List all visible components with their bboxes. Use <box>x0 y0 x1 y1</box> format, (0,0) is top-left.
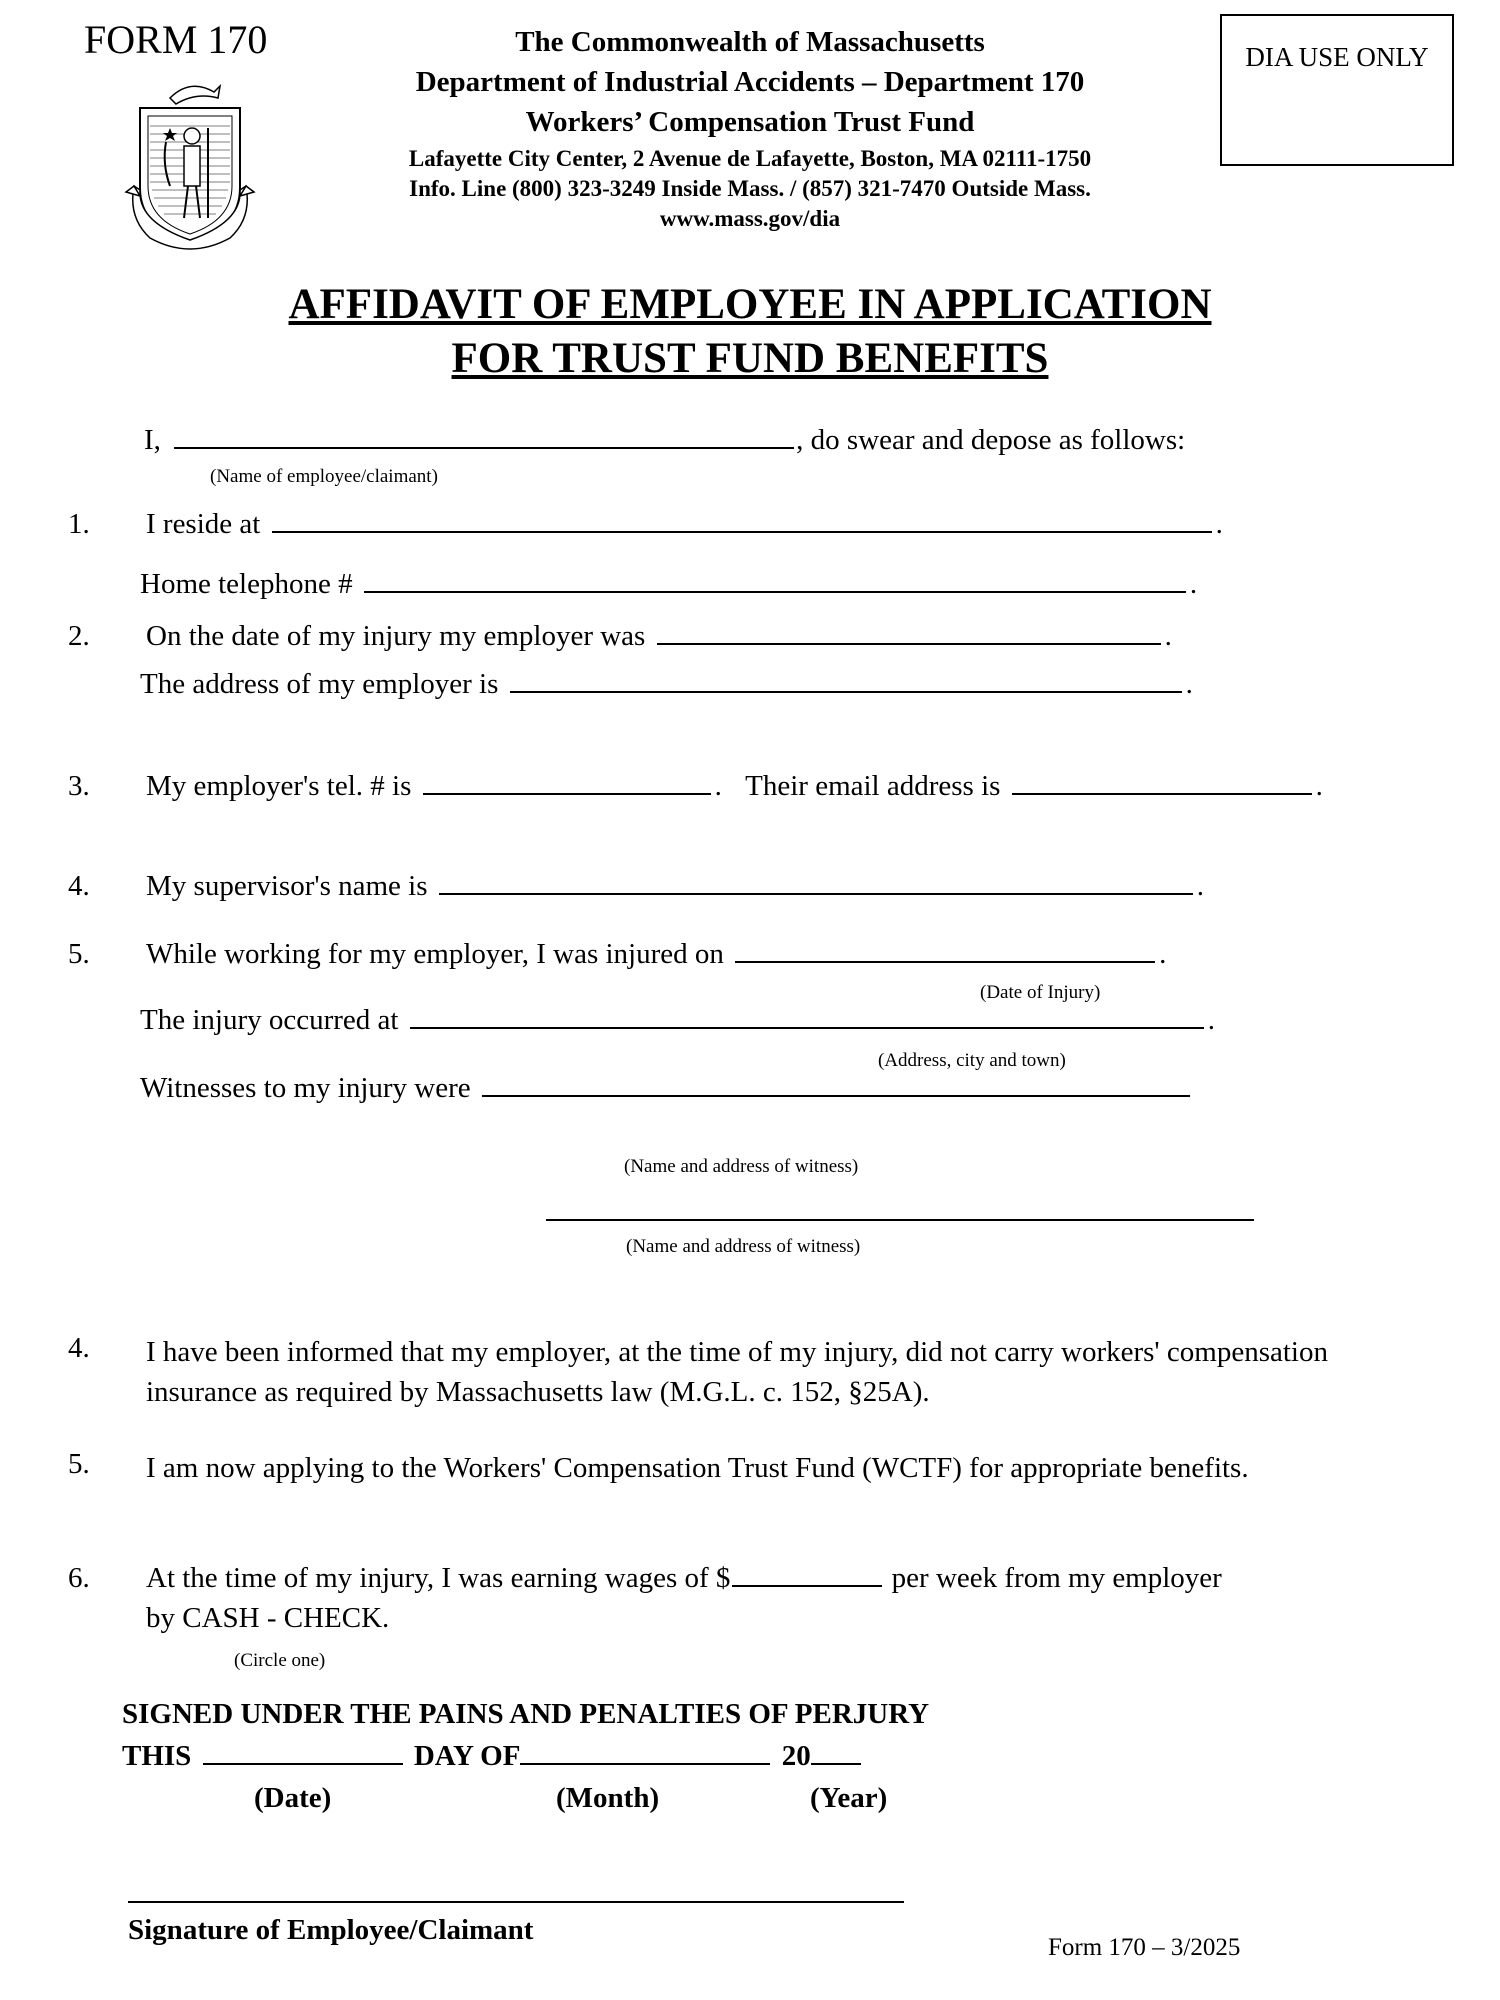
item-3-number: 3. <box>68 770 90 802</box>
day-of-label: DAY OF <box>413 1740 521 1772</box>
payment-method-caption: (Circle one) <box>234 1650 326 1671</box>
employer-tel-field[interactable] <box>423 792 711 795</box>
employer-email-label: Their email address is <box>745 770 1001 802</box>
employer-tel-label: My employer's tel. # is <box>146 770 412 802</box>
home-telephone-field[interactable] <box>364 590 1186 593</box>
dia-use-only-box <box>1220 14 1454 166</box>
intro-line <box>144 424 1185 457</box>
supervisor-name-field[interactable] <box>439 892 1193 895</box>
payment-method[interactable]: by CASH - CHECK. <box>146 1602 390 1634</box>
intro-suffix: , do swear and depose as follows: <box>796 424 1186 456</box>
month-label: (Month) <box>556 1782 660 1814</box>
injury-location-field[interactable] <box>410 1026 1204 1029</box>
item-2-number: 2. <box>68 620 90 652</box>
header-department: Department of Industrial Accidents – Department 170 <box>415 66 1085 98</box>
injury-date-line: While working for my employer, I was injured on . <box>146 938 1167 970</box>
claimant-name-field[interactable] <box>174 446 794 449</box>
employer-email-field[interactable] <box>1012 792 1312 795</box>
form-id: FORM 170 <box>84 17 268 62</box>
header-info-line: Info. Line (800) 323-3249 Inside Mass. / (857) 321-7470 Outside Mass. <box>409 176 1091 201</box>
title-line-2: FOR TRUST FUND BENEFITS <box>451 335 1049 382</box>
supervisor-label: My supervisor's name is <box>146 870 428 902</box>
wages-line <box>146 1562 1222 1595</box>
reside-label: I reside at <box>146 508 261 540</box>
employer-contact-line: My employer's tel. # is . Their email address is . <box>146 770 1323 802</box>
intro-prefix: I, <box>144 424 161 456</box>
witnesses-line <box>140 1072 1194 1105</box>
dia-use-only-label: DIA USE ONLY <box>1245 42 1429 72</box>
injury-date-caption: (Date of Injury) <box>980 982 1101 1003</box>
employer-address-field[interactable] <box>510 690 1182 693</box>
injury-date-label: While working for my employer, I was injured on <box>146 938 724 970</box>
statement-5-number: 5. <box>68 1448 90 1480</box>
header-address: Lafayette City Center, 2 Avenue de Lafayette, Boston, MA 02111-1750 <box>408 146 1092 171</box>
date-label: (Date) <box>254 1782 332 1814</box>
witness-2-field[interactable] <box>546 1218 1254 1221</box>
reside-line: I reside at . <box>146 508 1223 540</box>
header-commonwealth: The Commonwealth of Massachusetts <box>515 26 985 58</box>
residence-address-field[interactable] <box>272 530 1212 533</box>
signature-field[interactable] <box>128 1900 904 1903</box>
form-revision: Form 170 – 3/2025 <box>1048 1934 1241 1961</box>
signature-year-field[interactable] <box>811 1762 861 1765</box>
wages-suffix: per week from my employer <box>884 1562 1222 1594</box>
statement-4-text: I have been informed that my employer, at the time of my injury, did not carry workers' compensation insurance as required by Massachusetts law (M.G.L. c. 152, §25A). <box>146 1336 1328 1408</box>
signature-label: Signature of Employee/Claimant <box>128 1914 534 1946</box>
header-website: www.mass.gov/dia <box>659 206 841 231</box>
employer-name-line: On the date of my injury my employer was . <box>146 620 1172 652</box>
witness-1-field[interactable] <box>482 1094 1190 1097</box>
claimant-name-caption: (Name of employee/claimant) <box>210 466 438 487</box>
signature-heading: SIGNED UNDER THE PAINS AND PENALTIES OF PERJURY <box>122 1698 930 1730</box>
wages-label: At the time of my injury, I was earning wages of $ <box>146 1562 731 1594</box>
injury-location-label: The injury occurred at <box>140 1004 399 1036</box>
injury-date-field[interactable] <box>735 960 1155 963</box>
year-prefix: 20 <box>781 1740 811 1772</box>
signature-date-line <box>122 1740 865 1773</box>
header-fund: Workers’ Compensation Trust Fund <box>525 106 975 138</box>
injury-location-line: The injury occurred at . <box>140 1004 1215 1036</box>
this-label: THIS <box>122 1740 192 1772</box>
year-label: (Year) <box>810 1782 888 1814</box>
witness-1-caption: (Name and address of witness) <box>624 1156 859 1177</box>
weekly-wage-field[interactable] <box>732 1584 882 1587</box>
injury-location-caption: (Address, city and town) <box>878 1050 1066 1071</box>
home-telephone-label: Home telephone # <box>140 568 353 600</box>
statement-4-number: 4. <box>68 1332 90 1364</box>
item-1-number: 1. <box>68 508 90 540</box>
home-telephone-line: Home telephone # . <box>140 568 1198 600</box>
item-5-number: 5. <box>68 938 90 970</box>
employer-name-field[interactable] <box>657 642 1161 645</box>
employer-address-label: The address of my employer is <box>140 668 499 700</box>
witness-2-caption: (Name and address of witness) <box>626 1236 861 1257</box>
supervisor-line: My supervisor's name is . <box>146 870 1205 902</box>
title-line-1: AFFIDAVIT OF EMPLOYEE IN APPLICATION <box>288 281 1212 328</box>
statement-6-number: 6. <box>68 1562 90 1594</box>
employer-name-label: On the date of my injury my employer was <box>146 620 646 652</box>
statement-5-text: I am now applying to the Workers' Compensation Trust Fund (WCTF) for appropriate benefits. <box>146 1452 1249 1484</box>
signature-day-field[interactable] <box>203 1762 403 1765</box>
massachusetts-seal-icon <box>110 68 270 254</box>
witnesses-label: Witnesses to my injury were <box>140 1072 471 1104</box>
employer-address-line: The address of my employer is . <box>140 668 1193 700</box>
signature-month-field[interactable] <box>520 1762 770 1765</box>
item-4-number: 4. <box>68 870 90 902</box>
